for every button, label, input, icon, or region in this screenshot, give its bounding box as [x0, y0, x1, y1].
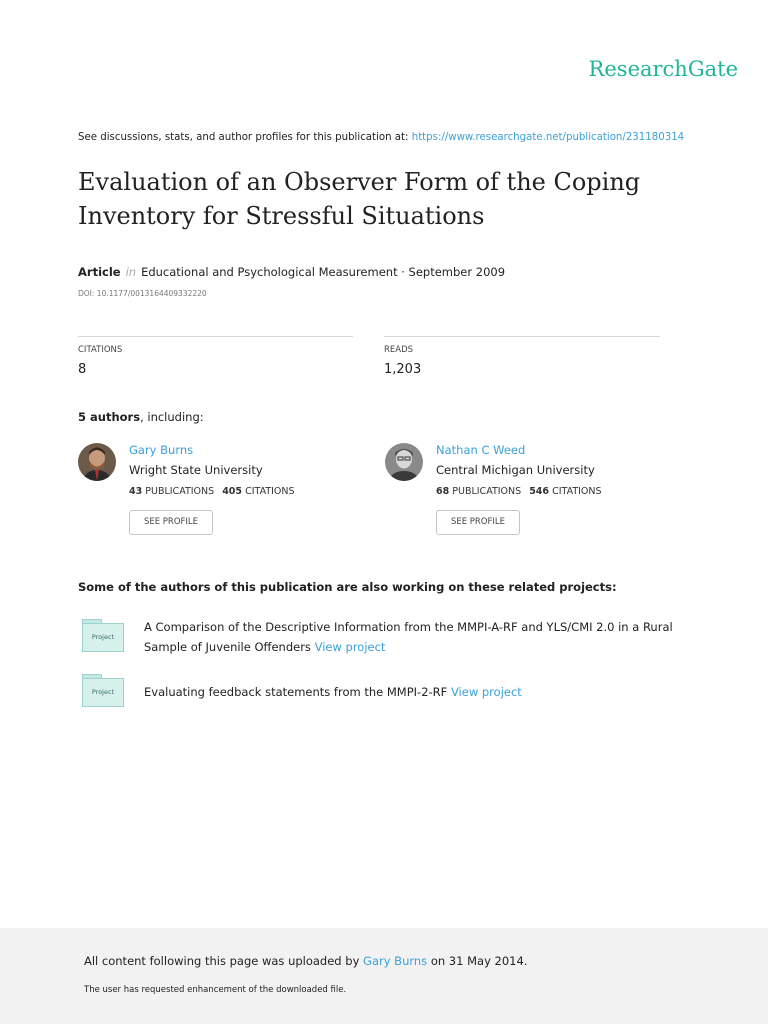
authors-including: , including:	[140, 410, 204, 424]
upload-prefix: All content following this page was uploaded by	[84, 954, 360, 968]
view-project-link[interactable]: View project	[450, 685, 522, 699]
journal-date: Educational and Psychological Measurement · September 2009	[141, 265, 506, 279]
publications-count: 43	[129, 486, 143, 497]
reads-label: READS	[384, 345, 414, 355]
doi: DOI: 10.1177/0013164409332220	[78, 289, 207, 298]
avatar[interactable]	[78, 443, 116, 481]
authors-count: 5 authors	[78, 410, 141, 424]
authors-heading	[78, 410, 204, 424]
citations-count: 405	[222, 486, 243, 497]
publication-title: Evaluation of an Observer Form of the Coping Inventory for Stressful Situations	[78, 168, 641, 230]
uploader-link[interactable]: Gary Burns	[363, 954, 428, 968]
project-title: Evaluating feedback statements from the MMPI-2-RF	[144, 685, 448, 699]
discussion-prefix: See discussions, stats, and author profiles for this publication at:	[78, 132, 409, 143]
citations-label: CITATIONS	[245, 486, 295, 497]
see-profile-button[interactable]: SEE PROFILE	[129, 510, 213, 535]
upload-date: on 31 May 2014.	[430, 954, 528, 968]
publications-label: PUBLICATIONS	[452, 486, 522, 497]
project-item	[144, 617, 704, 657]
author-photo-icon	[385, 443, 423, 481]
author-institution: Central Michigan University	[436, 463, 595, 477]
author-stats	[436, 486, 602, 497]
citations-label: CITATIONS	[78, 345, 123, 355]
article-type: Article	[78, 265, 121, 279]
upload-info	[84, 954, 527, 968]
project-title: A Comparison of the Descriptive Information from the MMPI-A-RF and YLS/CMI 2.0 in a Rural Sample of Juvenile Offenders	[144, 620, 673, 654]
upload-footer	[0, 928, 768, 1024]
discussion-line	[78, 132, 684, 143]
avatar[interactable]	[385, 443, 423, 481]
enhancement-note: The user has requested enhancement of the downloaded file.	[84, 985, 347, 995]
project-folder-icon[interactable]	[82, 619, 124, 651]
researchgate-logo[interactable]: ResearchGate	[588, 57, 738, 81]
project-folder-icon[interactable]	[82, 674, 124, 706]
author-photo-icon	[78, 443, 116, 481]
author-name-link[interactable]: Nathan C Weed	[436, 443, 526, 457]
author-name-link[interactable]: Gary Burns	[129, 443, 194, 457]
divider	[78, 336, 353, 337]
related-projects-heading: Some of the authors of this publication are also working on these related projects:	[78, 580, 617, 594]
author-institution: Wright State University	[129, 463, 263, 477]
divider	[384, 336, 660, 337]
in-label: in	[125, 265, 137, 279]
project-folder-label: Project	[82, 678, 124, 707]
citations-label: CITATIONS	[552, 486, 602, 497]
publication-meta	[78, 265, 505, 279]
author-stats	[129, 486, 295, 497]
project-folder-label: Project	[82, 623, 124, 652]
publications-label: PUBLICATIONS	[145, 486, 215, 497]
citations-value: 8	[78, 362, 87, 377]
view-project-link[interactable]: View project	[314, 640, 386, 654]
publications-count: 68	[436, 486, 450, 497]
citations-count: 546	[529, 486, 550, 497]
see-profile-button[interactable]: SEE PROFILE	[436, 510, 520, 535]
publication-url-link[interactable]: https://www.researchgate.net/publication/231180314	[411, 132, 685, 143]
reads-value: 1,203	[384, 362, 422, 377]
project-item	[144, 682, 704, 702]
